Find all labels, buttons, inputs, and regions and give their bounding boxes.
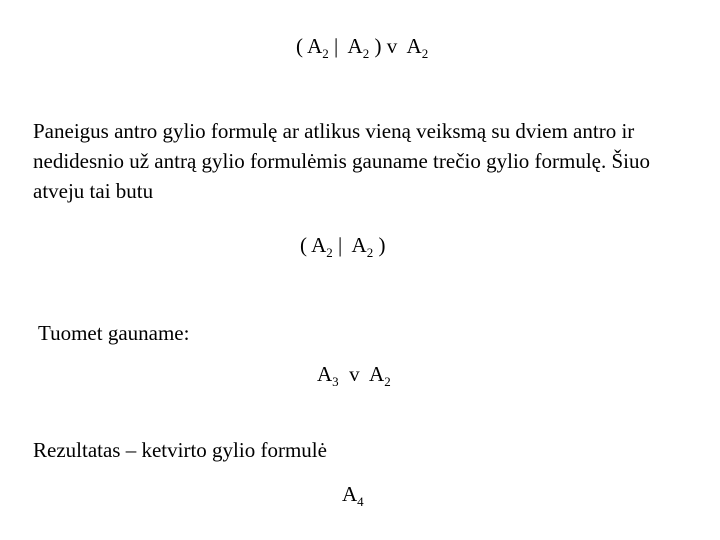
formula-part: v A (338, 362, 385, 386)
formula-part: | A (328, 34, 363, 58)
formula-part: | A (332, 233, 367, 257)
subscript: 3 (332, 374, 339, 389)
subscript: 2 (326, 245, 333, 260)
explanation-paragraph: Paneigus antro gylio formulę ar atlikus vieną veiksmą su dviem antro ir nedidesnio už antrą gylio formulėmis gauname trečio gylio formulę. Šiuo atveju tai butu (33, 119, 651, 203)
subscript: 2 (362, 46, 370, 61)
subscript: 2 (366, 245, 374, 260)
formula-a2-nand-a2-or-a2 (296, 34, 429, 61)
then-we-get-text: Tuomet gauname: (38, 321, 190, 345)
formula-part: A (317, 362, 333, 386)
formula-part: ( A (296, 34, 323, 58)
subscript: 2 (322, 46, 329, 61)
result-text: Rezultatas – ketvirto gylio formulė (33, 438, 327, 462)
formula-part: ) v A (369, 34, 422, 58)
formula-a4 (342, 482, 364, 509)
subscript: 2 (384, 374, 391, 389)
formula-part: ( A (300, 233, 327, 257)
formula-part: A (342, 482, 358, 506)
subscript: 2 (421, 46, 429, 61)
subscript: 4 (357, 494, 364, 509)
formula-part: ) (373, 233, 386, 257)
formula-a2-nand-a2 (300, 233, 386, 260)
formula-a3-or-a2 (317, 362, 391, 389)
